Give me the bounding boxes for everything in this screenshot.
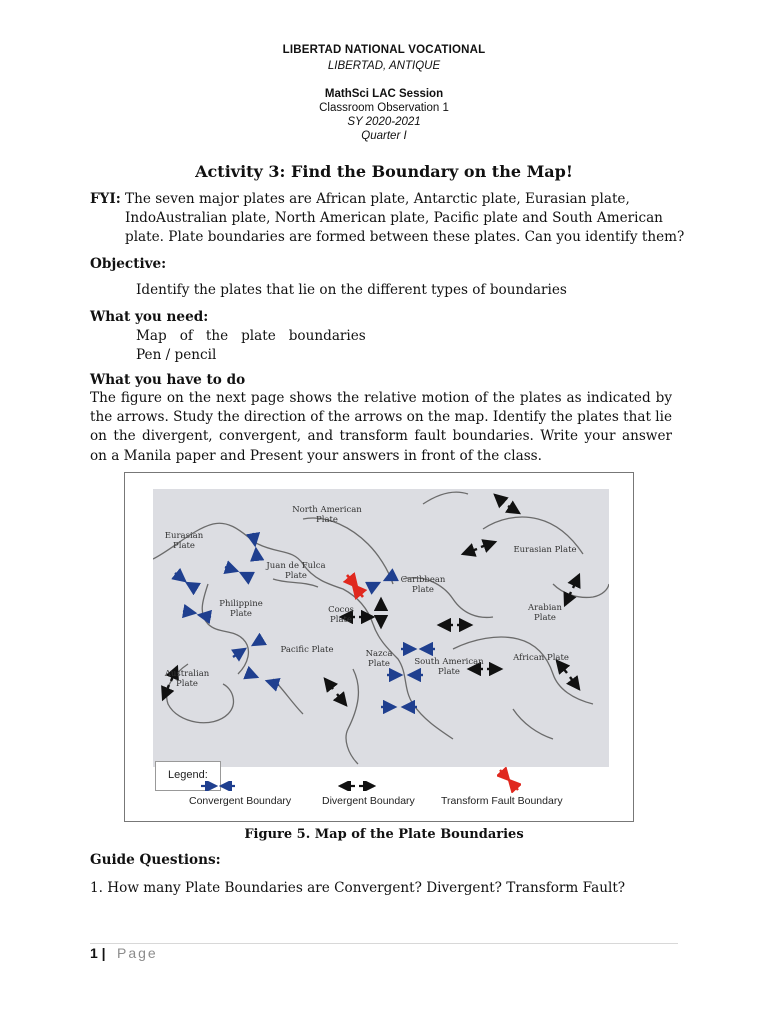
transform-arrows [347,575,363,597]
coastlines [153,492,609,764]
todo-paragraph: The figure on the next page shows the relative motion of the plates as indicated by the arrows. Study the direction of the arrows on the map. Identify the plates that lie on the divergent, convergent, and transform fault boundaries. Write your answer on a Manila paper and Present your answers in front of the class. [90,390,672,464]
legend-transform-label: Transform Fault Boundary [441,795,563,807]
figure-caption: Figure 5. Map of the Plate Boundaries [244,827,524,842]
needs-item-map: Map of the plate boundaries [136,328,366,344]
session-title: MathSci LAC Session [324,88,444,100]
school-year: SY 2020-2021 [347,116,421,128]
label-pacific: Pacific Plate [280,645,334,655]
footer-divider [90,943,678,944]
map-image [153,489,609,767]
guide-heading: Guide Questions: [90,852,221,868]
fyi-line-1: The seven major plates are African plate, Antarctic plate, Eurasian plate, [125,191,630,207]
label-south-american: South American Plate [414,657,484,677]
legend-convergent-swatch [201,781,237,791]
objective-text: Identify the plates that lie on the different types of boundaries [136,282,567,298]
legend-transform-swatch [497,767,521,793]
page-number: 1 | [90,945,106,961]
legend-divergent-label: Divergent Boundary [322,795,415,807]
label-caribbean: Caribbean Plate [400,575,446,595]
label-eurasian-right: Eurasian Plate [513,545,577,555]
plate-boundary-map [124,472,634,822]
needs-heading: What you need: [90,309,209,325]
label-eurasian-left: Eurasian Plate [164,531,204,551]
label-arabian: Arabian Plate [528,603,562,623]
page-word: Page [117,945,158,961]
label-nazca: Nazca Plate [365,649,393,669]
legend-convergent-label: Convergent Boundary [189,795,292,807]
quarter-label: Quarter I [361,130,407,142]
guide-question-1: 1. How many Plate Boundaries are Convergent? Divergent? Transform Fault? [90,880,626,896]
label-cocos: Cocos Plate [328,605,354,625]
label-juan-de-fuca: Juan de Fulca Plate [266,561,326,581]
map-drawing [153,489,609,767]
activity-title: Activity 3: Find the Boundary on the Map! [195,162,573,181]
label-north-american: North American Plate [292,505,362,525]
legend-divergent-swatch [337,781,377,791]
observation-label: Classroom Observation 1 [319,102,449,114]
todo-heading: What you have to do [90,372,246,388]
school-name: LIBERTAD NATIONAL VOCATIONAL [282,44,486,56]
legend-title: Legend: [168,769,208,781]
fyi-line-3: plate. Plate boundaries are formed between these plates. Can you identify them? [125,229,685,245]
label-australian: Australian Plate [164,669,210,689]
fyi-line-2: IndoAustralian plate, North American plate, Pacific plate and South American [125,210,663,226]
needs-item-pen: Pen / pencil [136,347,217,363]
fyi-label: FYI: [90,191,121,207]
school-location: LIBERTAD, ANTIQUE [327,60,441,72]
label-african: African Plate [513,653,569,663]
label-philippine: Philippine Plate [219,599,263,619]
objective-heading: Objective: [90,256,167,272]
